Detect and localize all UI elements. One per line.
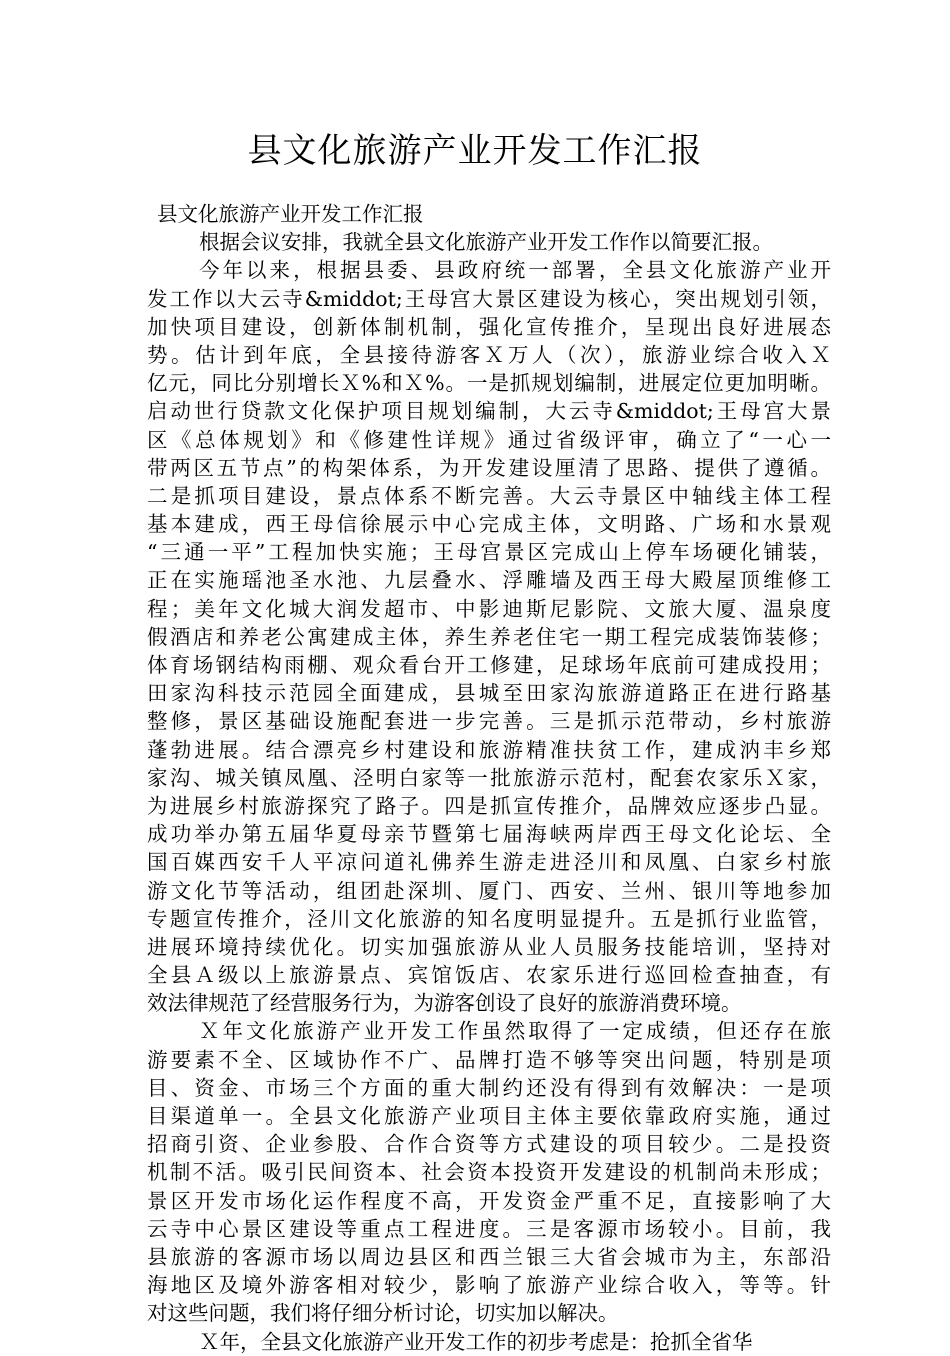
paragraph-line: 进展环境持续优化。切实加强旅游从业人员服务技能培训，坚持对: [147, 934, 831, 959]
document-title: 县文化旅游产业开发工作汇报: [247, 131, 703, 171]
paragraph-line: 云寺中心景区建设等重点工程进度。三是客源市场较小。目前，我: [147, 1216, 831, 1241]
paragraph-line: 二是抓项目建设，景点体系不断完善。大云寺景区中轴线主体工程: [147, 483, 831, 508]
document-body: [147, 200, 831, 1356]
paragraph-line: “三通一平”工程加快实施；王母宫景区完成山上停车场硬化铺装，: [147, 540, 831, 565]
paragraph-line: 机制不活。吸引民间资本、社会资本投资开发建设的机制尚未形成；: [147, 1160, 831, 1185]
paragraph-line: 景区开发市场化运作程度不高，开发资金严重不足，直接影响了大: [147, 1188, 831, 1213]
paragraph-line: 全县Ａ级以上旅游景点、宾馆饭店、农家乐进行巡回检查抽查，有: [147, 963, 831, 988]
paragraph-line: 亿元，同比分别增长Ｘ%和Ｘ%。一是抓规划编制，进展定位更加明晰。: [147, 371, 831, 396]
paragraph-line: 招商引资、企业参股、合作合资等方式建设的项目较少。二是投资: [147, 1132, 831, 1157]
paragraph-line: 程；美年文化城大润发超市、中影迪斯尼影院、文旅大厦、温泉度: [147, 596, 831, 621]
paragraph-line: 今年以来，根据县委、县政府统一部署，全县文化旅游产业开: [199, 258, 831, 283]
paragraph-line: 游要素不全、区域协作不广、品牌打造不够等突出问题，特别是项: [147, 1047, 831, 1072]
paragraph-line: 带两区五节点”的构架体系，为开发建设厘清了思路、提供了遵循。: [147, 455, 831, 480]
paragraph-line: 区《总体规划》和《修建性详规》通过省级评审，确立了“一心一: [147, 427, 831, 452]
paragraph-line: 目渠道单一。全县文化旅游产业项目主体主要依靠政府实施，通过: [147, 1104, 831, 1128]
paragraph-line: 游文化节等活动，组团赴深圳、厦门、西安、兰州、银川等地参加: [147, 878, 831, 903]
paragraph-line: 目、资金、市场三个方面的重大制约还没有得到有效解决：一是项: [147, 1075, 831, 1100]
paragraph-line: 对这些问题，我们将仔细分析讨论，切实加以解决。: [147, 1301, 619, 1326]
paragraph-line: Ｘ年文化旅游产业开发工作虽然取得了一定成绩，但还存在旅: [199, 1019, 831, 1044]
paragraph-line: 国百媒西安千人平凉问道礼佛养生游走进泾川和凤凰、白家乡村旅: [147, 850, 831, 875]
paragraph-line: Ｘ年，全县文化旅游产业开发工作的初步考虑是：抢抓全省华: [199, 1329, 753, 1354]
paragraph-line: 海地区及境外游客相对较少，影响了旅游产业综合收入，等等。针: [147, 1273, 831, 1298]
paragraph-line: 整修，景区基础设施配套进一步完善。三是抓示范带动，乡村旅游: [147, 709, 831, 734]
paragraph-line: 基本建成，西王母信徐展示中心完成主体，文明路、广场和水景观: [147, 512, 831, 537]
paragraph-line: 正在实施瑶池圣水池、九层叠水、浮雕墙及西王母大殿屋顶维修工: [147, 568, 831, 593]
paragraph-line: 发工作以大云寺&middot;王母宫大景区建设为核心，突出规划引领，: [147, 286, 831, 311]
paragraph-line: 成功举办第五届华夏母亲节暨第七届海峡两岸西王母文化论坛、全: [147, 822, 831, 847]
paragraph-line: 势。估计到年底，全县接待游客Ｘ万人（次），旅游业综合收入Ｘ: [147, 342, 831, 367]
paragraph-line: 田家沟科技示范园全面建成，县城至田家沟旅游道路正在进行路基: [147, 681, 831, 706]
paragraph-line: 加快项目建设，创新体制机制，强化宣传推介，呈现出良好进展态: [147, 314, 831, 339]
paragraph-line: 蓬勃进展。结合漂亮乡村建设和旅游精准扶贫工作，建成汭丰乡郑: [147, 737, 831, 762]
paragraph-line: 为进展乡村旅游探究了路子。四是抓宣传推介，品牌效应逐步凸显。: [147, 793, 831, 818]
paragraph-line: 根据会议安排，我就全县文化旅游产业开发工作作以简要汇报。: [199, 230, 773, 255]
paragraph-line: 假酒店和养老公寓建成主体，养生养老住宅一期工程完成装饰装修；: [147, 624, 831, 649]
paragraph-line: 县旅游的客源市场以周边县区和西兰银三大省会城市为主，东部沿: [147, 1244, 831, 1269]
paragraph-line: 家沟、城关镇凤凰、泾明白家等一批旅游示范村，配套农家乐Ｘ家，: [147, 765, 831, 790]
paragraph-line: 效法律规范了经营服务行为，为游客创设了良好的旅游消费环境。: [147, 991, 742, 1016]
paragraph-line: 启动世行贷款文化保护项目规划编制，大云寺&middot;王母宫大景: [147, 399, 831, 424]
subtitle-line: 县文化旅游产业开发工作汇报: [157, 202, 424, 226]
paragraph-line: 专题宣传推介，泾川文化旅游的知名度明显提升。五是抓行业监管，: [147, 906, 831, 931]
paragraph-line: 体育场钢结构雨棚、观众看台开工修建，足球场年底前可建成投用；: [147, 653, 831, 677]
